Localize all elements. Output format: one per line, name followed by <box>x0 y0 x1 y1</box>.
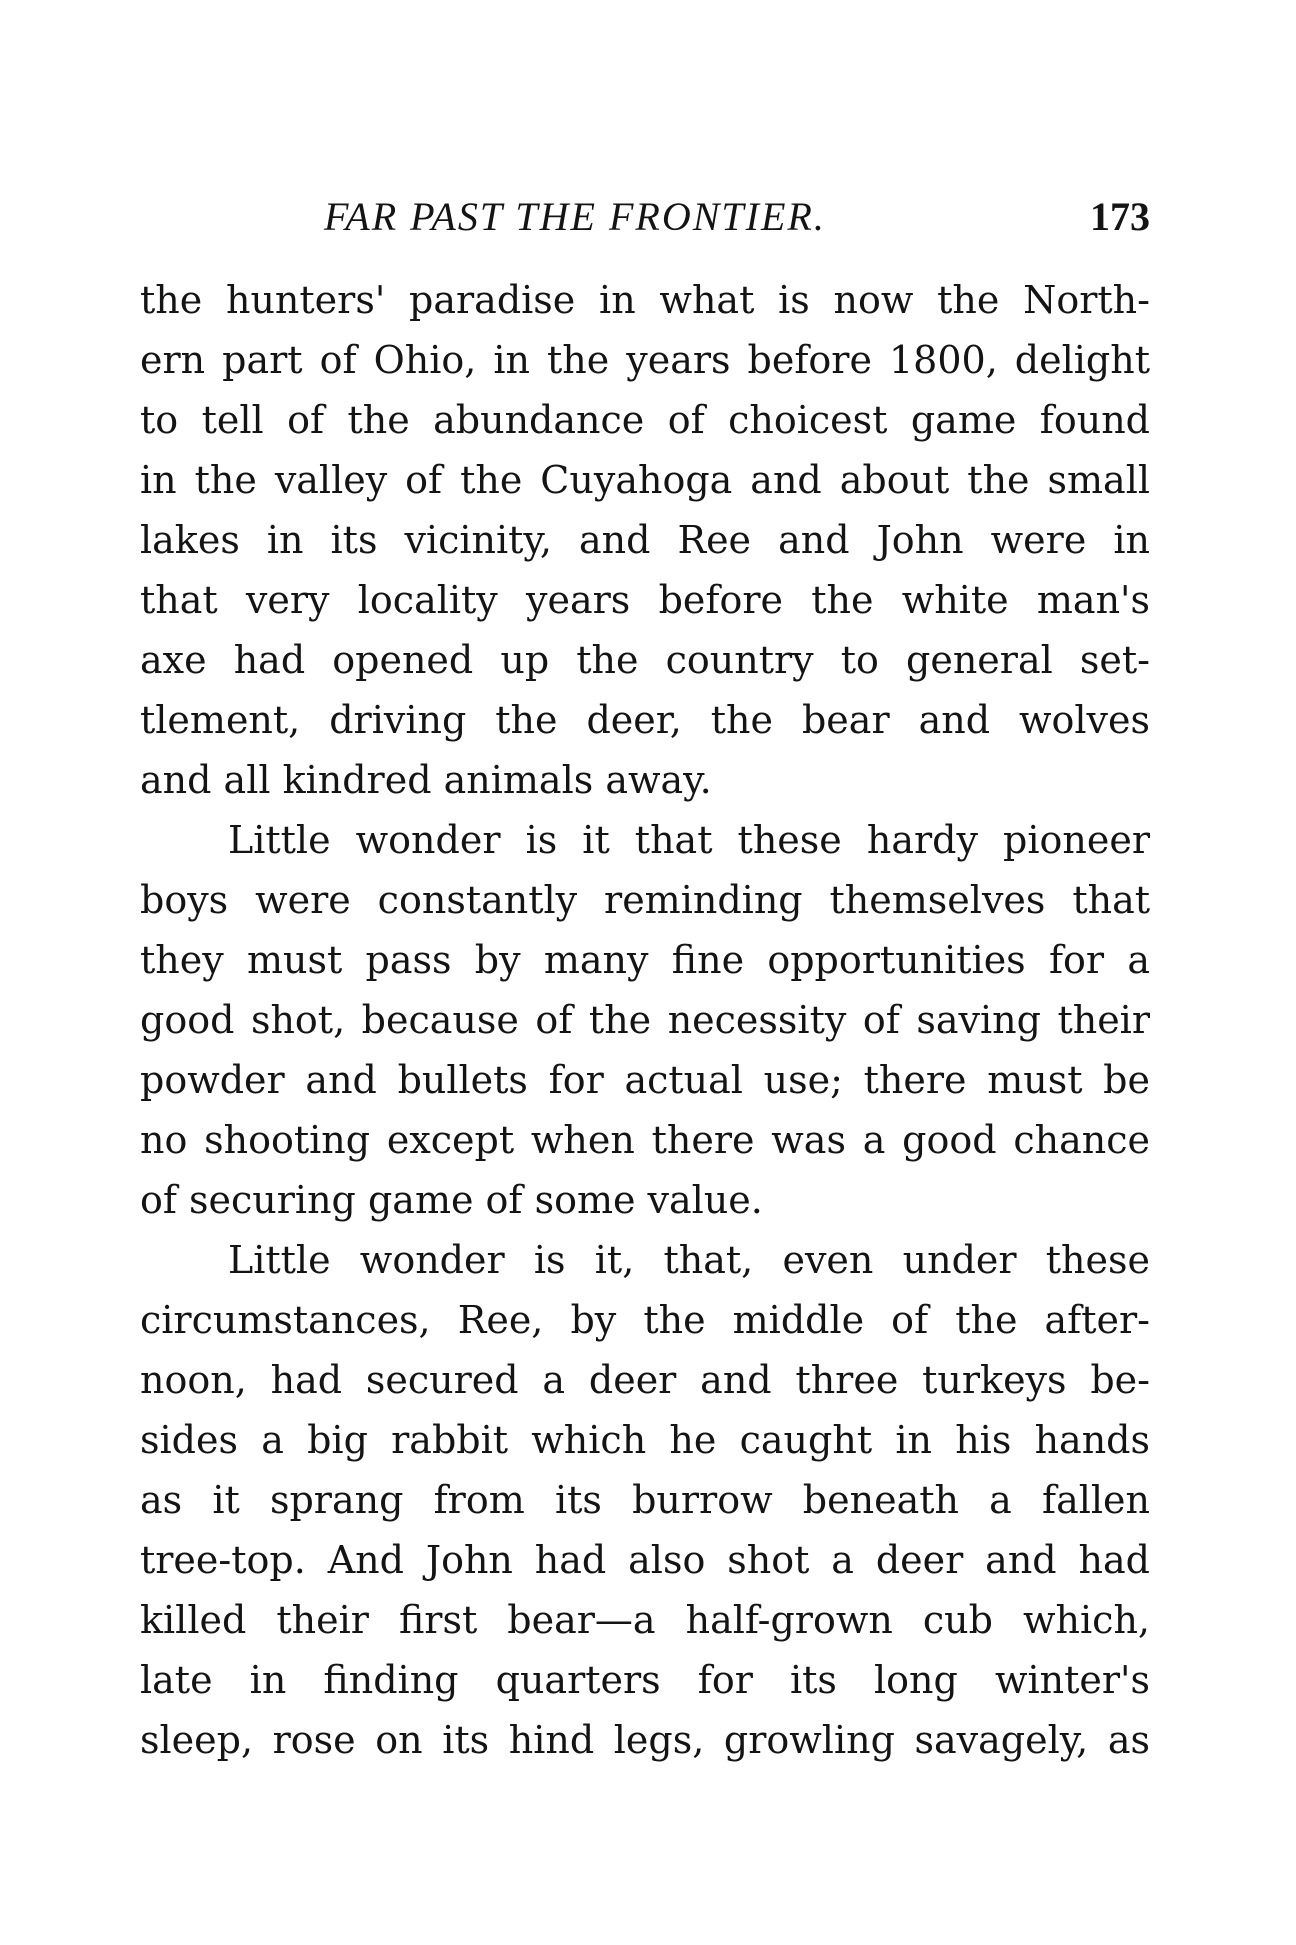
text-line: as it sprang from its burrow beneath a fallen <box>140 1478 1150 1522</box>
text-line: late in finding quarters for its long winter's <box>140 1658 1150 1702</box>
text-line: to tell of the abundance of choicest game found <box>140 398 1150 442</box>
body-text <box>140 270 1150 1770</box>
page-number: 173 <box>1090 194 1150 239</box>
text-line: lakes in its vicinity, and Ree and John were in <box>140 518 1150 562</box>
text-line: boys were constantly reminding themselves that <box>140 878 1150 922</box>
running-head <box>140 192 1150 242</box>
text-line: tree-top. And John had also shot a deer and had <box>140 1538 1150 1582</box>
paragraph <box>140 1230 1150 1770</box>
text-line: ern part of Ohio, in the years before 1800, delight <box>140 338 1150 382</box>
text-line: killed their first bear—a half-grown cub which, <box>140 1598 1150 1642</box>
text-line: in the valley of the Cuyahoga and about the small <box>140 458 1150 502</box>
text-line: sides a big rabbit which he caught in his hands <box>140 1418 1150 1462</box>
text-line: axe had opened up the country to general set- <box>140 638 1150 682</box>
text-line: tlement, driving the deer, the bear and wolves <box>140 698 1150 742</box>
text-line: of securing game of some value. <box>140 1178 763 1222</box>
text-line: sleep, rose on its hind legs, growling savagely, as <box>140 1718 1150 1762</box>
text-line: noon, had secured a deer and three turkeys be- <box>140 1358 1150 1402</box>
text-line: no shooting except when there was a good chance <box>140 1118 1150 1162</box>
text-line: Little wonder is it that these hardy pioneer <box>228 818 1150 862</box>
paragraph <box>140 810 1150 1230</box>
text-line: Little wonder is it, that, even under these <box>228 1238 1150 1282</box>
text-line: that very locality years before the white man's <box>140 578 1150 622</box>
text-line: circumstances, Ree, by the middle of the after- <box>140 1298 1150 1342</box>
text-line: the hunters' paradise in what is now the North- <box>140 278 1150 322</box>
text-line: powder and bullets for actual use; there must be <box>140 1058 1150 1102</box>
running-title: FAR PAST THE FRONTIER. <box>324 194 826 239</box>
paragraph <box>140 270 1150 810</box>
text-line: good shot, because of the necessity of saving their <box>140 998 1150 1042</box>
text-line: they must pass by many fine opportunities for a <box>140 938 1150 982</box>
text-line: and all kindred animals away. <box>140 758 712 802</box>
